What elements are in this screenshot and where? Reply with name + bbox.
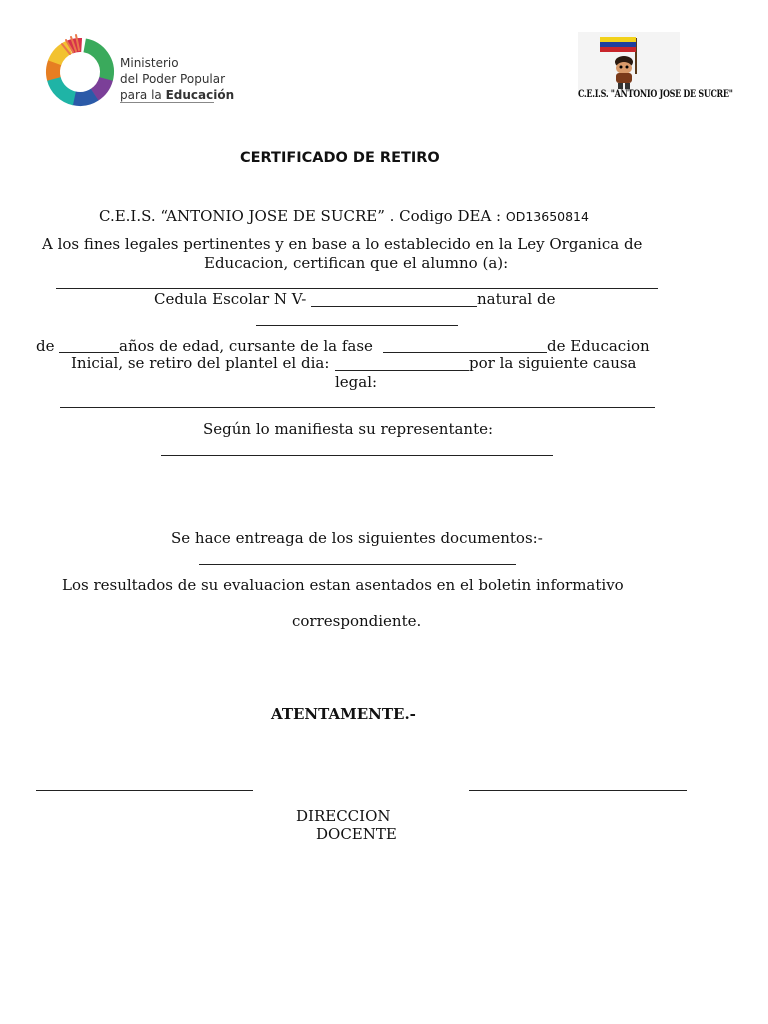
- school-logo-text: C.E.I.S. "ANTONIO JOSE DE SUCRE": [578, 86, 733, 100]
- retiro-suffix: por la siguiente causa: [469, 354, 637, 372]
- legal-label: legal:: [335, 373, 378, 391]
- edad-prefix: de: [36, 337, 55, 355]
- ministry-name: [120, 55, 234, 103]
- school-code: OD13650814: [505, 209, 589, 224]
- manifiesta-text: Según lo manifiesta su representante:: [203, 420, 494, 438]
- ministry-line-3: [120, 87, 234, 103]
- student-name-blank[interactable]: [56, 288, 658, 289]
- documents-blank[interactable]: [199, 564, 516, 565]
- paragraph-1-line-2: Educacion, certifican que el alumno (a):: [204, 254, 509, 272]
- school-mascot-icon: [578, 32, 680, 92]
- documentos-text: Se hace entreaga de los siguientes documentos:-: [171, 529, 543, 547]
- age-blank[interactable]: [59, 352, 119, 353]
- cedula-suffix: natural de: [477, 290, 556, 308]
- correspondiente-text: correspondiente.: [292, 612, 422, 630]
- document-title: CERTIFICADO DE RETIRO: [240, 150, 440, 166]
- signature-line-docente[interactable]: [469, 790, 687, 791]
- ministry-underline: [120, 102, 214, 103]
- ministry-line-1: Ministerio: [120, 56, 179, 70]
- cause-blank[interactable]: [60, 407, 655, 408]
- ministry-line-2: del Poder Popular: [120, 72, 226, 86]
- edad-suffix: de Educacion: [547, 337, 650, 355]
- date-blank[interactable]: [335, 370, 469, 371]
- atentamente-text: ATENTAMENTE.-: [271, 705, 416, 723]
- firma-docente: DOCENTE: [316, 825, 397, 843]
- phase-blank[interactable]: [383, 352, 547, 353]
- school-line: [99, 207, 589, 225]
- ministry-emblem-icon: [44, 32, 120, 112]
- resultados-text: Los resultados de su evaluacion estan asentados en el boletin informativo: [62, 576, 624, 594]
- cedula-blank[interactable]: [311, 306, 477, 307]
- ministry-line-3-prefix: para la: [120, 88, 166, 102]
- retiro-prefix: Inicial, se retiro del plantel el dia:: [71, 354, 330, 372]
- paragraph-1-line-1: A los fines legales pertinentes y en base a lo establecido en la Ley Organica de: [42, 235, 643, 253]
- signature-line-direccion[interactable]: [36, 790, 253, 791]
- firma-direccion: DIRECCION: [296, 807, 391, 825]
- representative-blank[interactable]: [161, 455, 553, 456]
- ministry-line-3-strong: Educación: [165, 88, 235, 102]
- birthplace-blank[interactable]: [256, 325, 458, 326]
- edad-mid: años de edad, cursante de la fase: [119, 337, 373, 355]
- school-line-prefix: C.E.I.S. “ANTONIO JOSE DE SUCRE” . Codigo DEA :: [99, 207, 506, 225]
- cedula-prefix: Cedula Escolar N V-: [154, 290, 307, 308]
